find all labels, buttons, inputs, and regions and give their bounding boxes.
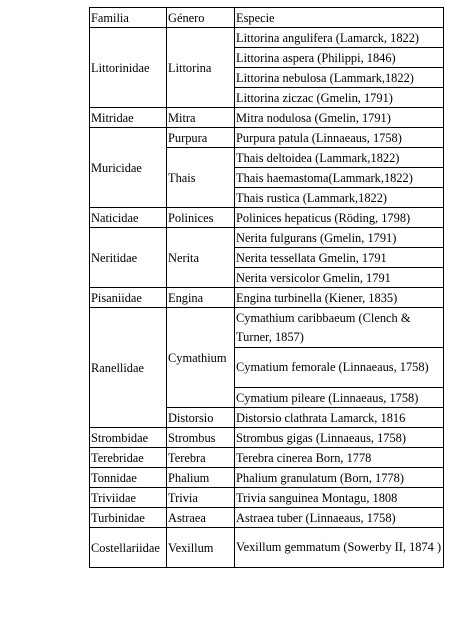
familia-cell: Muricidae xyxy=(90,128,167,208)
familia-cell: Turbinidae xyxy=(90,508,167,528)
especie-cell: Mitra nodulosa (Gmelin, 1791) xyxy=(235,108,444,128)
especie-cell: Cymatium pileare (Linnaeaus, 1758) xyxy=(235,388,444,408)
especie-cell: Nerita fulgurans (Gmelin, 1791) xyxy=(235,228,444,248)
familia-cell: Strombidae xyxy=(90,428,167,448)
table-row xyxy=(90,288,444,308)
table-row xyxy=(90,468,444,488)
header-genero: Género xyxy=(167,8,235,28)
table-row xyxy=(90,488,444,508)
familia-cell: Mitridae xyxy=(90,108,167,128)
especie-cell: Thais haemastoma(Lammark,1822) xyxy=(235,168,444,188)
especie-cell: Littorina angulifera (Lamarck, 1822) xyxy=(235,28,444,48)
especie-cell: Phalium granulatum (Born, 1778) xyxy=(235,468,444,488)
especie-cell: Trivia sanguinea Montagu, 1808 xyxy=(235,488,444,508)
genero-cell: Nerita xyxy=(167,228,235,288)
table-row xyxy=(90,28,444,48)
genero-cell: Cymathium xyxy=(167,308,235,408)
familia-cell: Costellariidae xyxy=(90,528,167,568)
genero-cell: Phalium xyxy=(167,468,235,488)
familia-cell: Terebridae xyxy=(90,448,167,468)
familia-cell: Naticidae xyxy=(90,208,167,228)
header-familia: Familia xyxy=(90,8,167,28)
genero-cell: Thais xyxy=(167,148,235,208)
genero-cell: Trivia xyxy=(167,488,235,508)
familia-cell: Triviidae xyxy=(90,488,167,508)
table-row xyxy=(90,448,444,468)
table-header-row xyxy=(90,8,444,28)
especie-cell: Polinices hepaticus (Röding, 1798) xyxy=(235,208,444,228)
table-row xyxy=(90,308,444,348)
table-row xyxy=(90,208,444,228)
genero-cell: Mitra xyxy=(167,108,235,128)
familia-cell: Tonnidae xyxy=(90,468,167,488)
genero-cell: Engina xyxy=(167,288,235,308)
familia-cell: Littorinidae xyxy=(90,28,167,108)
table-row xyxy=(90,108,444,128)
header-especie: Especie xyxy=(235,8,444,28)
table-row xyxy=(90,428,444,448)
especie-cell: Engina turbinella (Kiener, 1835) xyxy=(235,288,444,308)
especie-cell: Distorsio clathrata Lamarck, 1816 xyxy=(235,408,444,428)
especie-cell: Littorina nebulosa (Lammark,1822) xyxy=(235,68,444,88)
especie-cell: Nerita tessellata Gmelin, 1791 xyxy=(235,248,444,268)
especie-cell: Strombus gigas (Linnaeaus, 1758) xyxy=(235,428,444,448)
genero-cell: Distorsio xyxy=(167,408,235,428)
table-row xyxy=(90,228,444,248)
especie-cell: Cymatium femorale (Linnaeaus, 1758) xyxy=(235,348,444,388)
especie-cell: Thais deltoidea (Lammark,1822) xyxy=(235,148,444,168)
genero-cell: Purpura xyxy=(167,128,235,148)
especie-cell: Littorina ziczac (Gmelin, 1791) xyxy=(235,88,444,108)
especie-cell: Purpura patula (Linnaeaus, 1758) xyxy=(235,128,444,148)
especie-cell: Littorina aspera (Philippi, 1846) xyxy=(235,48,444,68)
familia-cell: Pisaniidae xyxy=(90,288,167,308)
familia-cell: Neritidae xyxy=(90,228,167,288)
especie-cell: Astraea tuber (Linnaeaus, 1758) xyxy=(235,508,444,528)
genero-cell: Vexillum xyxy=(167,528,235,568)
genero-cell: Terebra xyxy=(167,448,235,468)
especie-cell: Cymathium caribbaeum (Clench & Turner, 1857) xyxy=(235,308,444,348)
genero-cell: Strombus xyxy=(167,428,235,448)
genero-cell: Littorina xyxy=(167,28,235,108)
table-row xyxy=(90,528,444,568)
especie-cell: Nerita versicolor Gmelin, 1791 xyxy=(235,268,444,288)
especie-cell: Terebra cinerea Born, 1778 xyxy=(235,448,444,468)
familia-cell: Ranellidae xyxy=(90,308,167,428)
table-row xyxy=(90,508,444,528)
table-row xyxy=(90,128,444,148)
especie-cell: Vexillum gemmatum (Sowerby II, 1874 ) xyxy=(235,528,444,568)
especie-cell: Thais rustica (Lammark,1822) xyxy=(235,188,444,208)
species-table xyxy=(89,7,444,568)
genero-cell: Polinices xyxy=(167,208,235,228)
genero-cell: Astraea xyxy=(167,508,235,528)
